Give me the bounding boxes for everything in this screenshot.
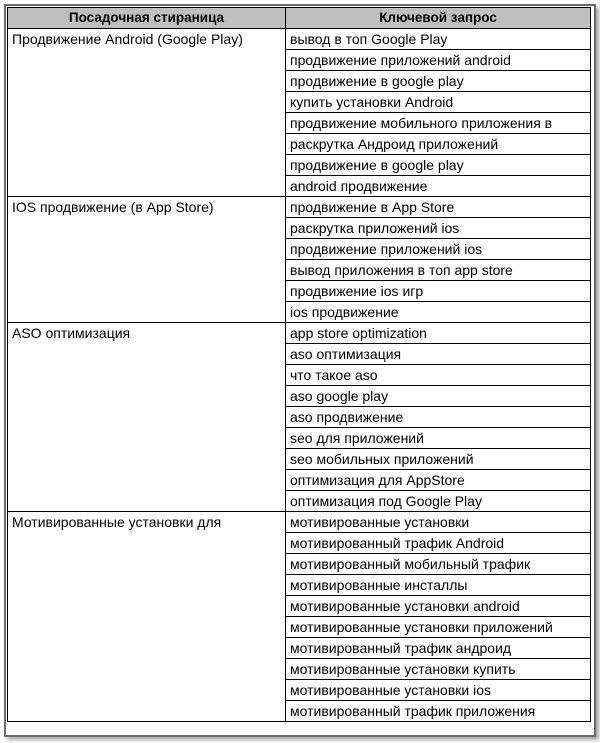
table-row	[8, 554, 591, 575]
header-keyword-query: Ключевой запрос	[286, 8, 591, 29]
landing-page-cell	[8, 701, 286, 722]
header-landing-page: Посадочная стираница	[8, 8, 286, 29]
table-row	[8, 428, 591, 449]
keyword-query-cell: мотивированные установки ios	[286, 680, 591, 701]
keyword-query-cell: продвижение в App Store	[286, 197, 591, 218]
table-row	[8, 176, 591, 197]
table-row	[8, 302, 591, 323]
landing-page-cell	[8, 113, 286, 134]
table-row	[8, 659, 591, 680]
landing-page-cell	[8, 470, 286, 491]
landing-page-cell	[8, 218, 286, 239]
keyword-query-cell: мотивированные установки приложений	[286, 617, 591, 638]
keyword-query-cell: мотивированные установки android	[286, 596, 591, 617]
landing-page-cell	[8, 386, 286, 407]
keyword-query-cell: seo для приложений	[286, 428, 591, 449]
landing-page-cell	[8, 638, 286, 659]
landing-page-cell	[8, 71, 286, 92]
landing-page-cell: Продвижение Android (Google Play)	[8, 29, 286, 50]
keyword-query-cell: купить установки Android	[286, 92, 591, 113]
keyword-query-cell: android продвижение	[286, 176, 591, 197]
keyword-query-cell: app store optimization	[286, 323, 591, 344]
landing-page-cell	[8, 239, 286, 260]
table-row	[8, 575, 591, 596]
keyword-query-cell: что такое aso	[286, 365, 591, 386]
table-row	[8, 239, 591, 260]
keyword-query-cell: вывод приложения в топ app store	[286, 260, 591, 281]
landing-page-cell	[8, 659, 286, 680]
landing-page-cell	[8, 134, 286, 155]
table-row	[8, 470, 591, 491]
table-row	[8, 491, 591, 512]
spreadsheet-frame	[4, 4, 596, 737]
table-row	[8, 407, 591, 428]
keyword-query-cell: мотивированный трафик приложения	[286, 701, 591, 722]
keyword-query-cell: aso продвижение	[286, 407, 591, 428]
keyword-query-cell: вывод в топ Google Play	[286, 29, 591, 50]
table-row	[8, 638, 591, 659]
table-row	[8, 155, 591, 176]
table-row	[8, 344, 591, 365]
landing-page-cell	[8, 302, 286, 323]
table-row	[8, 512, 591, 533]
landing-page-cell	[8, 344, 286, 365]
table-row	[8, 218, 591, 239]
keyword-query-cell: продвижение ios игр	[286, 281, 591, 302]
landing-page-cell	[8, 680, 286, 701]
keyword-query-cell: продвижение приложений ios	[286, 239, 591, 260]
landing-page-cell	[8, 449, 286, 470]
keyword-query-cell: продвижение в google play	[286, 71, 591, 92]
keywords-table	[7, 7, 591, 722]
landing-page-cell	[8, 617, 286, 638]
keyword-query-cell: мотивированные инсталлы	[286, 575, 591, 596]
landing-page-cell	[8, 491, 286, 512]
keyword-query-cell: раскрутка Андроид приложений	[286, 134, 591, 155]
keyword-query-cell: оптимизация для AppStore	[286, 470, 591, 491]
landing-page-cell	[8, 428, 286, 449]
table-row	[8, 71, 591, 92]
table-row	[8, 197, 591, 218]
table-row	[8, 50, 591, 71]
keyword-query-cell: продвижение приложений android	[286, 50, 591, 71]
landing-page-cell	[8, 575, 286, 596]
table-row	[8, 680, 591, 701]
table-row	[8, 449, 591, 470]
table-row	[8, 617, 591, 638]
keyword-query-cell: мотивированный мобильный трафик	[286, 554, 591, 575]
table-row	[8, 113, 591, 134]
landing-page-cell	[8, 596, 286, 617]
landing-page-cell	[8, 533, 286, 554]
table-row	[8, 701, 591, 722]
keyword-query-cell: мотивированные установки	[286, 512, 591, 533]
keyword-query-cell: ios продвижение	[286, 302, 591, 323]
landing-page-cell	[8, 281, 286, 302]
keyword-query-cell: мотивированный трафик андроид	[286, 638, 591, 659]
landing-page-cell	[8, 407, 286, 428]
table-row	[8, 533, 591, 554]
keyword-query-cell: раскрутка приложений ios	[286, 218, 591, 239]
keyword-query-cell: мотивированный трафик Android	[286, 533, 591, 554]
landing-page-cell	[8, 260, 286, 281]
landing-page-cell: Мотивированные установки для	[8, 512, 286, 533]
table-row	[8, 386, 591, 407]
table-row	[8, 365, 591, 386]
keyword-query-cell: продвижение в google play	[286, 155, 591, 176]
keyword-query-cell: seo мобильных приложений	[286, 449, 591, 470]
table-row	[8, 323, 591, 344]
landing-page-cell	[8, 92, 286, 113]
landing-page-cell	[8, 365, 286, 386]
table-row	[8, 260, 591, 281]
landing-page-cell	[8, 554, 286, 575]
header-row	[8, 8, 591, 29]
keyword-query-cell: оптимизация под Google Play	[286, 491, 591, 512]
landing-page-cell	[8, 50, 286, 71]
table-row	[8, 29, 591, 50]
landing-page-cell: ASO оптимизация	[8, 323, 286, 344]
keyword-query-cell: aso оптимизация	[286, 344, 591, 365]
landing-page-cell	[8, 155, 286, 176]
keyword-query-cell: aso google play	[286, 386, 591, 407]
table-row	[8, 281, 591, 302]
keyword-query-cell: мотивированные установки купить	[286, 659, 591, 680]
table-row	[8, 596, 591, 617]
table-row	[8, 92, 591, 113]
keyword-query-cell: продвижение мобильного приложения в	[286, 113, 591, 134]
table-row	[8, 134, 591, 155]
landing-page-cell: IOS продвижение (в App Store)	[8, 197, 286, 218]
landing-page-cell	[8, 176, 286, 197]
